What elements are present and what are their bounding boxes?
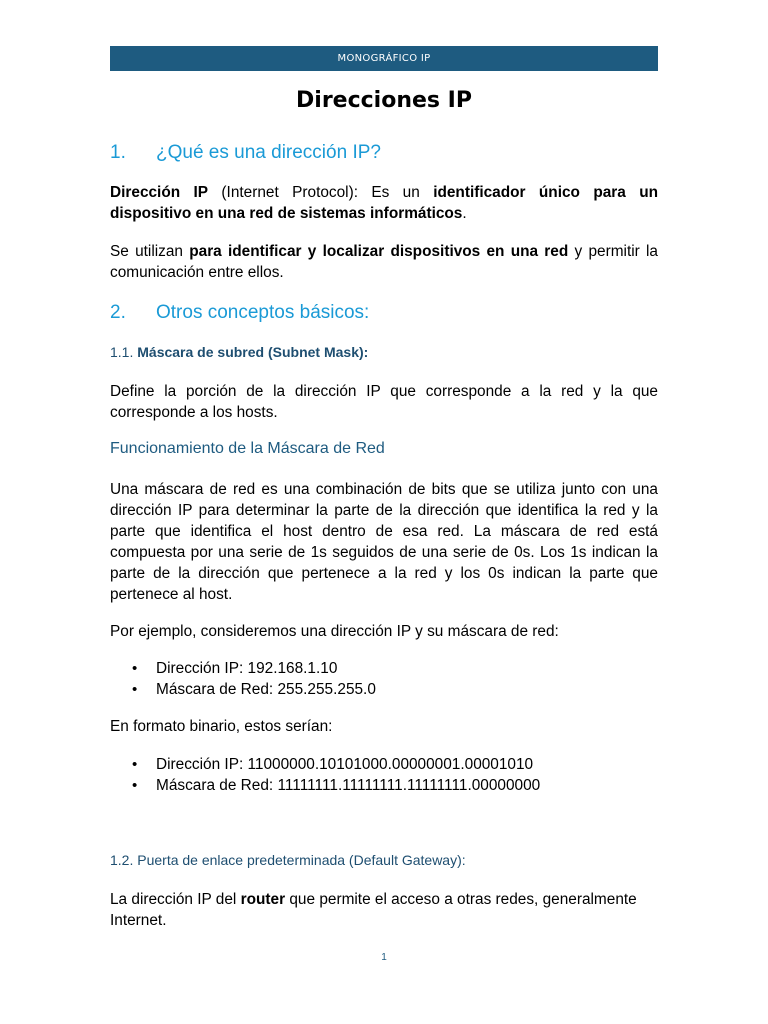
ip-usage-bold: para identificar y localizar dispositivos en una red <box>189 243 569 260</box>
example-intro-paragraph: Por ejemplo, consideremos una dirección IP y su máscara de red: <box>110 623 559 640</box>
ip-term-bold: Dirección IP <box>110 184 209 201</box>
list-item: • Máscara de Red: 255.255.255.0 <box>132 681 376 698</box>
section-1-title: ¿Qué es una dirección IP? <box>156 142 381 163</box>
page-number: 1 <box>381 952 387 963</box>
document-header-bar <box>110 46 658 71</box>
subnet-definition-paragraph: Define la porción de la dirección IP que corresponde a la red y la que corresponde a los hosts. <box>110 383 658 421</box>
subsection-1-1-heading <box>110 344 368 360</box>
gateway-definition-paragraph <box>110 889 658 931</box>
gateway-text-2: que permite el acceso a otras redes, generalmente Internet. <box>110 891 637 929</box>
list-item: • Dirección IP: 192.168.1.10 <box>132 660 338 677</box>
header-label: MONOGRÁFICO IP <box>337 53 431 64</box>
list-item: • Máscara de Red: 11111111.11111111.11111111.00000000 <box>132 777 541 794</box>
subsection-1-2-heading: 1.2. Puerta de enlace predeterminada (Default Gateway): <box>110 852 466 868</box>
document-title: Direcciones IP <box>296 88 472 113</box>
ip-usage-paragraph <box>110 241 658 283</box>
list-item: • Dirección IP: 11000000.10101000.00000001.00001010 <box>132 756 534 773</box>
section-1-number: 1. <box>110 142 126 163</box>
section-2-number: 2. <box>110 302 126 323</box>
section-2-title: Otros conceptos básicos: <box>156 302 370 323</box>
section-2-heading <box>110 302 369 324</box>
binary-intro-paragraph: En formato binario, estos serían: <box>110 718 333 735</box>
subsection-1-1-title: Máscara de subred (Subnet Mask): <box>137 344 369 360</box>
gateway-router-bold: router <box>240 891 286 908</box>
ip-usage-text-2: y permitir la comunicación entre ellos. <box>110 243 658 281</box>
ip-usage-text-1: Se utilizan <box>110 243 190 260</box>
ip-definition-text-1: (Internet Protocol): Es un <box>208 184 434 201</box>
example-binary-list <box>110 754 658 796</box>
example-decimal-list <box>110 658 658 700</box>
ip-definition-paragraph <box>110 182 658 224</box>
mask-function-paragraph: Una máscara de red es una combinación de bits que se utiliza junto con una dirección IP para determinar la parte de la dirección que identifica la red y la parte que identifica el host dentro de esa red. La máscara de red está compuesta por una serie de 1s seguidos de una serie de 0s. Los 1s indican la parte de la dirección que pertenece a la red y los 0s indican la parte que pertenece al host. <box>110 481 658 603</box>
ip-definition-bold: identificador único para un dispositivo en una red de sistemas informáticos <box>110 184 659 222</box>
section-1-heading <box>110 142 381 164</box>
mask-function-subheading: Funcionamiento de la Máscara de Red <box>110 440 385 457</box>
gateway-text-1: La dirección IP del <box>110 891 241 908</box>
subsection-1-1-number: 1.1. <box>110 344 134 360</box>
ip-definition-text-2: . <box>462 205 467 222</box>
